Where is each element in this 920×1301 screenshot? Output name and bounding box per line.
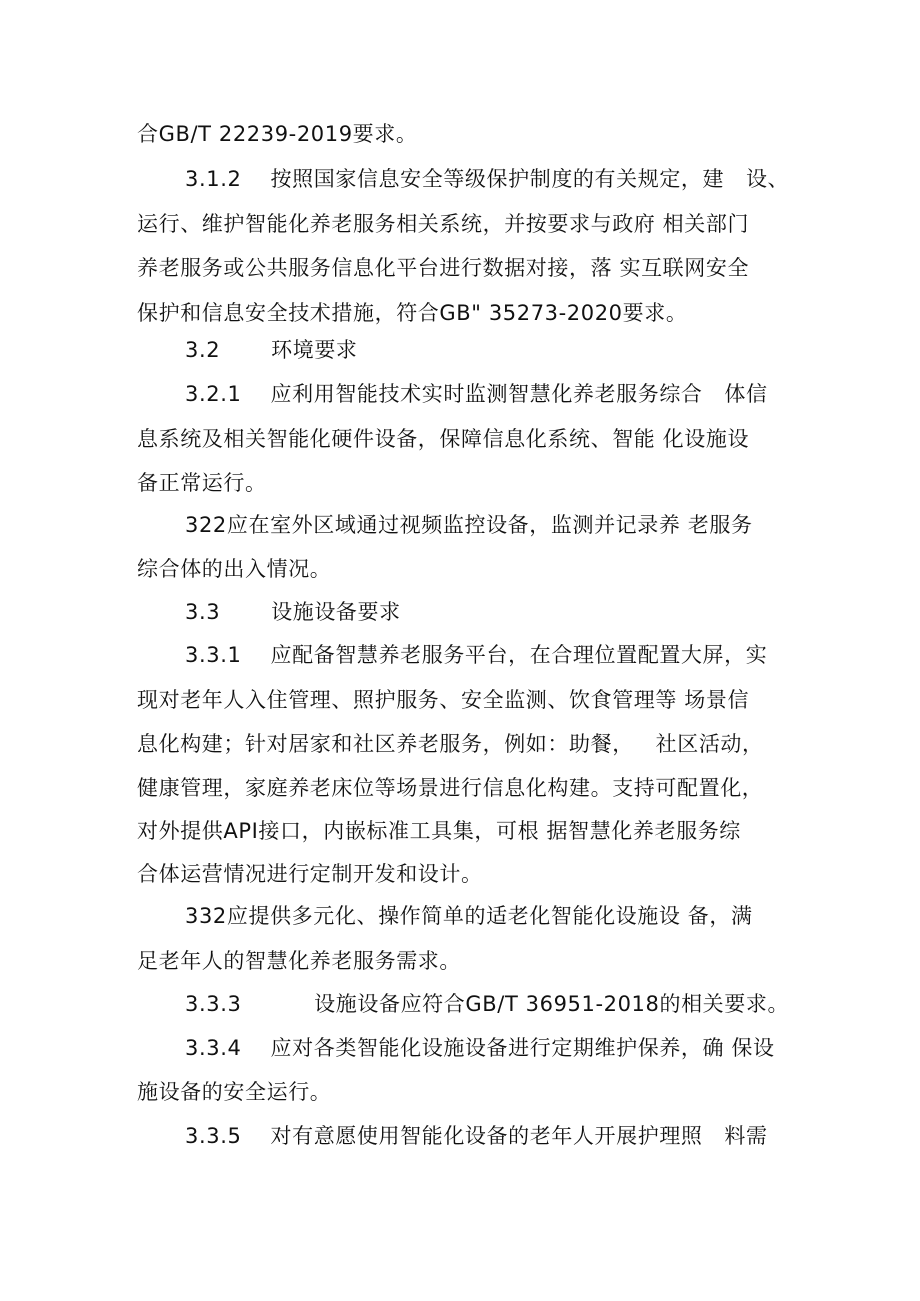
text-line: 养老服务或公共服务信息化平台进行数据对接，落 实互联网安全 <box>137 256 750 280</box>
text-line: 3.3.1 应配备智慧养老服务平台，在合理位置配置大屏，实 <box>185 643 768 667</box>
text-line: 保护和信息安全技术措施，符合GB" 35273-2020要求。 <box>137 301 688 325</box>
text-line: 3.3.4 应对各类智能化设施设备进行定期维护保养，确 保设 <box>185 1036 775 1060</box>
text-line: 322应在室外区域通过视频监控设备，监测并记录养 老服务 <box>185 513 753 537</box>
text-line: 综合体的出入情况。 <box>137 557 332 581</box>
text-line: 3.3.5 对有意愿使用智能化设备的老年人开展护理照 料需 <box>185 1124 768 1148</box>
text-line: 332应提供多元化、操作简单的适老化智能化设施设 备，满 <box>185 904 753 928</box>
text-line: 足老年人的智慧化养老服务需求。 <box>137 949 461 973</box>
text-line: 运行、维护智能化养老服务相关系统，并按要求与政府 相关部门 <box>137 212 750 236</box>
text-line: 3.1.2 按照国家信息安全等级保护制度的有关规定，建 设、 <box>185 167 790 191</box>
text-line: 健康管理，家庭养老床位等场景进行信息化构建。支持可配置化， <box>137 776 764 800</box>
text-line: 息系统及相关智能化硬件设备，保障信息化系统、智能 化设施设 <box>137 427 750 451</box>
section-heading: 3.3 设施设备要求 <box>185 600 401 624</box>
text-line: 现对老年人入住管理、照护服务、安全监测、饮食管理等 场景信 <box>137 688 750 712</box>
text-line: 3.2.1 应利用智能技术实时监测智慧化养老服务综合 体信 <box>185 382 768 406</box>
text-line: 息化构建；针对居家和社区养老服务，例如：助餐， 社区活动， <box>137 732 764 756</box>
text-line: 施设备的安全运行。 <box>137 1080 332 1104</box>
text-line: 3.3.3 设施设备应符合GB/T 36951-2018的相关要求。 <box>185 992 790 1016</box>
text-line: 合体运营情况进行定制开发和设计。 <box>137 862 483 886</box>
text-line: 合GB/T 22239-2019要求。 <box>137 122 418 146</box>
section-heading: 3.2 环境要求 <box>185 338 358 362</box>
text-line: 备正常运行。 <box>137 471 267 495</box>
text-line: 对外提供API接口，内嵌标准工具集，可根 据智慧化养老服务综 <box>137 819 741 843</box>
